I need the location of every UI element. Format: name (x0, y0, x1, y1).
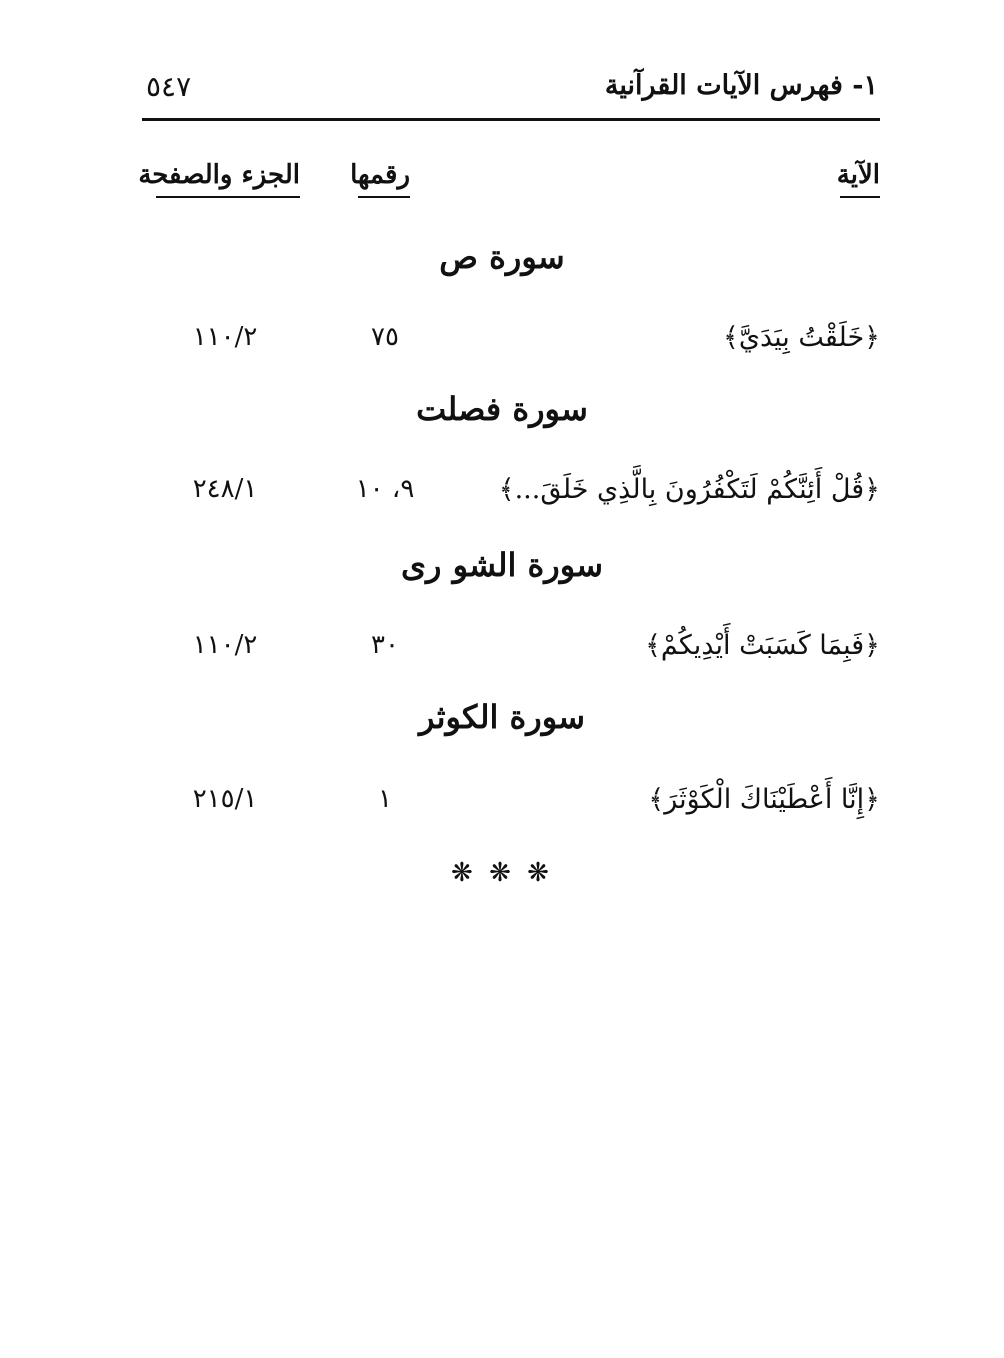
verse-reference: ١١٠/٢ (192, 322, 258, 352)
surah-title: سورة فصلت (416, 390, 588, 428)
column-header-underline (358, 196, 410, 198)
verse-row (0, 474, 1004, 514)
running-title: ١- فهرس الآيات القرآنية (604, 70, 878, 101)
column-header-ayah (836, 160, 880, 198)
verse-text: ﴿قُلْ أَئِنَّكُمْ لَتَكْفُرُونَ بِالَّذِي خَلَقَ...﴾ (498, 474, 880, 505)
end-ornament: ❋ ❋ ❋ (451, 858, 553, 888)
column-header-ayah-label: الآية (836, 160, 880, 190)
verse-text: ﴿فَبِمَا كَسَبَتْ أَيْدِيكُمْ﴾ (645, 630, 880, 661)
page-number: ٥٤٧ (146, 70, 192, 103)
column-header-part-page-label: الجزء والصفحة (138, 160, 300, 190)
verse-row (0, 322, 1004, 362)
surah-title: سورة ص (439, 238, 565, 276)
surah-title: سورة الكوثر (418, 698, 586, 736)
column-header-number (350, 160, 410, 198)
verse-text: ﴿خَلَقْتُ بِيَدَيَّ﴾ (723, 322, 880, 353)
verse-reference: ٢٤٨/١ (192, 474, 258, 504)
header-rule (142, 118, 880, 121)
verse-reference: ٢١٥/١ (192, 784, 258, 814)
column-header-part-page (138, 160, 300, 198)
verse-reference: ١١٠/٢ (192, 630, 258, 660)
verse-text: ﴿إِنَّا أَعْطَيْنَاكَ الْكَوْثَرَ﴾ (648, 784, 880, 815)
column-header-number-label: رقمها (350, 160, 410, 190)
verse-number: ١ (378, 784, 392, 814)
column-header-underline (156, 196, 300, 198)
verse-row (0, 784, 1004, 824)
verse-number: ٣٠ (371, 630, 399, 660)
surah-title: سورة الشو رى (400, 546, 604, 584)
column-header-underline (840, 196, 880, 198)
verse-number: ٩، ١٠ (355, 474, 415, 504)
verse-row (0, 630, 1004, 670)
verse-number: ٧٥ (371, 322, 399, 352)
